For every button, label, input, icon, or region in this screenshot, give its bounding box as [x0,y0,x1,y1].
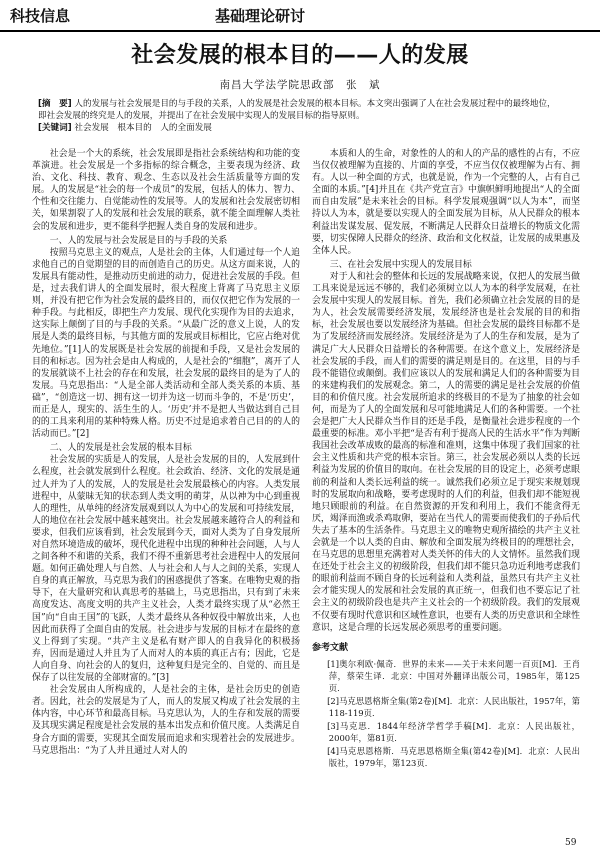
reference-item: [1]奥尔利欧·佩奇．世界的未来——关于未来问题一百页[M]．王肖萍，蔡荣生译．北京：中国对外翻译出版公司，1985年，第125页． [327,658,580,693]
section-name: 基础理论研讨 [215,7,306,25]
paragraph: 社会是一个大的系统，社会发展即是指社会系统结构和功能的变革演进。社会发展是一个多指标的综合概念，主要表现为经济、政治、文化、科技、教育、观念、生态以及社会生活质量等方面的发展。人的发展是“社会的每一个成员”的发展，包括人的体力、智力、个性和交往能力、自觉能动性的发展等。人的发展和社会发展密切相关，如果割裂了人的发展和社会发展的联系，就不能全面理解人类社会的发展和进步，更不能科学把握人类自身的发展和进步。 [32,149,300,232]
paragraph: 社会发展的实质是人的发展，人是社会发展的目的，人发展到什么程度，社会就发展到什么程度。社会政治、经济、文化的发展是通过人并为了人的发展，人的发展是社会发展最核心的内容。人类发展进程中，从蒙昧无知的状态到人类文明的萌芽，从以神为中心到重视人的理性，从单纯的经济发展观到以人为中心的发展和可持续发展，人的地位在社会发展中越来越突出。社会发展越来越符合人的利益和要求，但我们应该看到，社会发展到今天，面对人类为了自身发展所对自然环境造成的破坏，现代化进程中出现的种种社会问题，人与人之间各种不和谐的关系，我们不得不重新思考社会进程中人的发展问题。如何正确处理人与自然、人与社会和人与人之间的关系，实现人自身的真正解放，马克思为我们的困惑提供了答案。在唯物史观的指导下，在大量研究和认真思考的基础上，马克思指出，只有到了未来高度发达、高度文明的共产主义社会，人类才最终实现了从“必然王国”向“自由王国”的飞跃，人类才最终从各种奴役中解放出来，人也因此而获得了全面自由的发展。社会进步与发展的目标才在最终的意义上得到了实现。“共产主义是私有财产即人的自我异化的积极扬弃，因而是通过人并且为了人而对人的本质的真正占有；因此，它是人向自身、向社会的人的复归，这种复归是完全的、自觉的、而且是保存了以往发展的全部财富的。”[3] [32,455,300,684]
left-column [32,148,300,757]
reference-item: [2]马克思恩格斯全集(第2卷)[M]．北京：人民出版社，1957年，第118-119页． [327,695,580,718]
right-column [312,148,580,770]
author-affiliation: 南昌大学法学院思政部 张 斌 [219,79,381,91]
abstract-block [38,98,558,134]
running-header [0,0,600,32]
section-heading-2: 二、人的发展是社会发展的根本目标 [49,443,192,454]
references-heading: 参考文献 [312,642,349,653]
reference-item: [4]马克思恩格斯．马克思恩格斯全集(第42卷)[M]．北京：人民出版社，1979年，第123页． [327,745,580,768]
keywords-text: 社会发展 根本目的 人的全面发展 [74,123,212,133]
section-heading-1: 一、人的发展与社会发展是目的与手段的关系 [49,235,228,246]
paragraph: 对于人和社会的整体和长远的发展战略来说，仅把人的发展当做工具来说是远远不够的，我们必须树立以人为本的科学发展观，在社会发展中实现人的发展目标。首先，我们必须确立社会发展的目的是为人，社会发展需要经济发展，发展经济也是社会发展的目的和指标，社会发展也要以发展经济为基础。但社会发展的最终目标都不是为了发展经济而发展经济。发展经济是为了人的生存和发展，是为了满足广大人民群众日益增长的各种需要。在这个意义上，发展经济是社会发展的手段，而人们的需要的满足则是目的。在这里，目的与手段不能错位或颠倒。我们应该以人的发展和满足人们的各种需要为目的来建构我们的发展观念。第二，人的需要的满足是社会发展的价值目的和价值尺度。社会发展所追求的终极目的不是为了抽象的社会如何，而是为了人的全面发展和尽可能地满足人们的各种需要。一个社会是把广大人民群众当作目的还是手段，是衡量社会进步程度的一个最重要的标准。邓小平把“是否有利于提高人民的生活水平”作为判断我国社会改革成败的最高的标准和准则，这集中体现了我们国家的社会主义性质和共产党的根本宗旨。第三，社会发展必须以人类的长远利益为发展的价值目的取向。在社会发展的目的设定上，必须考虑眼前的利益和人类长远利益的统一。诚然我们必须立足于现实来规划现时的发展取向和战略，要考虑现时的人们的利益，但我们却不能短视地只顾眼前的利益。在自然资源的开发和利用上，我们不能贪得无厌，竭泽而渔或杀鸡取卵，要站在当代人的需要而使我们的子孙后代失去了基本的生活条件。马克思主义的唯物史观所描绘的共产主义社会就是一个以人类的自由、解放和全面发展为终极目的的理想社会，在马克思的思想里充满着对人类关怀的伟大的人文情怀。虽然我们现在还处于社会主义的初级阶段，但我们却不能只急功近利地考虑我们的眼前利益而不顾自身的长远利益和人类利益，虽然只有共产主义社会才能实现人的发展和社会发展的真正统一，但我们也不要忘记了社会主义的初级阶段也是共产主义社会的一个初级阶段。我们的发展观不仅要有现时代意识和区域性意识，也要有人类的历史意识和全球性意识，这是合理的长远发展必须思考的重要问题。 [312,271,580,633]
keywords-label: [关键词] [38,123,72,133]
abstract-text: 人的发展与社会发展是目的与手段的关系，人的发展是社会发展的根本目标。本文突出强调了人在社会发展过程中的最终地位，即社会发展的终究是人的发展，并提出了在社会发展中实现人的发展目标的指导原则。 [38,99,556,121]
paragraph: 按照马克思主义的观点，人是社会的主体，人们通过每一个人追求他自己的自觉期望的目的而创造自己的历史。从这方面来说，人的发展具有能动性，是推动历史前进的动力，促进社会发展的手段。但是，过去我们讲人的全面发展时，很大程度上背离了马克思主义原则，并没有把它作为社会发展的最终目的，而仅仅把它作为发展的一种手段。与此相反，即把生产力发展、现代化实现作为目的去追求，这实际上颠倒了目的与手段的关系。“从最广泛的意义上说，人的发展是人类的最终目标，与其他方面的发展或目标相比，它应占绝对优先地位。”[1]人的发展既是社会发展的前提和手段，又是社会发展的目的和标志。因为社会是由人构成的，人是社会的“细胞”，离开了人的发展就谈不上社会的存在和发展，社会发展的最终目的是为了人的发展。马克思指出：“人是全部人类活动和全部人类关系的本质、基础”，“创造这一切、拥有这一切并为这一切而斗争的，不是‘历史’，而正是人，现实的、活生生的人。‘历史’并不是把人当做达到自己目的的工具来利用的某种特殊人格。历史不过是追求着自己目的的人的活动而已。”[2] [32,247,300,440]
abstract [38,98,558,122]
section-heading-3: 三、在社会发展中实现人的发展目标 [329,259,472,270]
paragraph: 社会发展由人所构成的，人是社会的主体，是社会历史的创造者。因此，社会的发展是为了人，而人的发展又构成了社会发展的主体内容，中心环节和最高目标。马克思认为，人的生存和发展的需要及其现实满足程度是社会发展的基本出发点和价值尺度。人类满足自身合方面的需要，实现其全面发展而追求和实现着社会的发展进步。马克思指出：“为了人并且通过人对人的 [32,685,300,756]
article-title: 社会发展的根本目的——人的发展 [131,43,469,68]
paragraph: 本质和人的生命，对象性的人的和人的产品的感性的占有，不应当仅仅被理解为直接的、片面的享受，不应当仅仅被理解为占有、拥有。人以一种全面的方式，也就是说，作为一个完整的人，占有自己全面的本质。”[4]并且在《共产党宣言》中旗帜鲜明地提出“人的全面而自由发展”是未来社会的目标。科学发展观强调“以人为本”，而坚持以人为本，就是要以实现人的全面发展为目标，从人民群众的根本利益出发谋发展、促发展，不断满足人民群众日益增长的物质文化需要，切实保障人民群众的经济、政治和文化权益，让发展的成果惠及全体人民。 [312,149,580,256]
keywords [38,122,558,134]
abstract-label: [摘 要] [38,99,72,109]
journal-name: 科技信息 [10,7,71,25]
reference-item: [3]马克思．1844年经济学哲学手稿[M]．北京：人民出版社，2000年，第81页． [327,720,580,743]
page-number: 59 [565,838,577,848]
